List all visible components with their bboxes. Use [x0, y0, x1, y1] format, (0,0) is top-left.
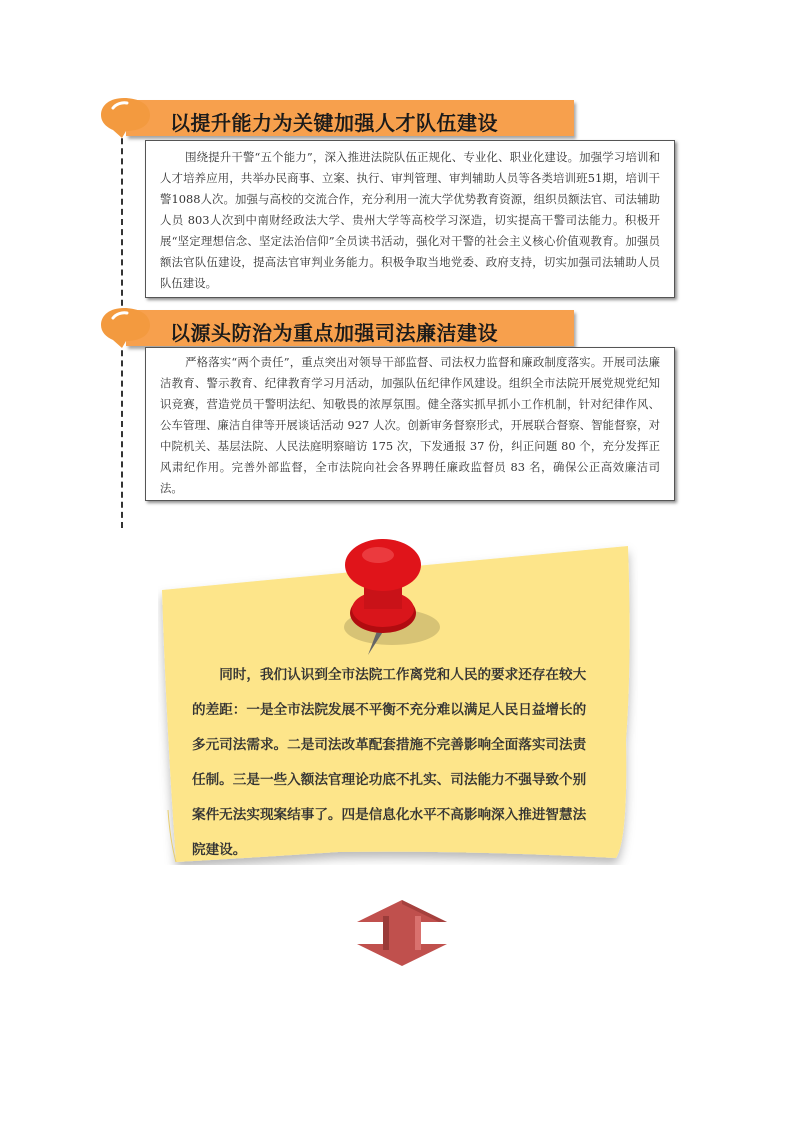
section-title: 以源头防治为重点加强司法廉洁建设 — [170, 321, 498, 345]
section-header-bar — [126, 100, 574, 136]
section-title: 以提升能力为关键加强人才队伍建设 — [170, 111, 498, 135]
pushpin-icon — [320, 535, 460, 665]
speech-bubble-icon — [98, 306, 156, 350]
section-header-talent — [98, 96, 578, 140]
speech-bubble-icon — [98, 96, 156, 140]
section-header-bar — [126, 310, 574, 346]
section-body-text: 围绕提升干警“五个能力”，深入推进法院队伍正规化、专业化、职业化建设。加强学习培训和人才培养应用，共举办民商事、立案、执行、审判管理、审判辅助人员等各类培训班51期，培训干警1088人次。加强与高校的交流合作，充分利用一流大学优势教育资源，组织员额法官、司法辅助人员 803人次到中南财经政法大学、贵州大学等高校学习深造，切实提高干警司法能力。积极开展“坚定理想信念、坚定法治信仰”全员读书活动，强化对干警的社会主义核心价值观教育。加强员额法官队伍建设，提高法官审判业务能力。积极争取当地党委、政府支持，切实加强司法辅助人员队伍建设。 — [160, 150, 660, 290]
double-arrow-icon — [347, 898, 457, 968]
section-body-text: 严格落实“两个责任”，重点突出对领导干部监督、司法权力监督和廉政制度落实。开展司法廉洁教育、警示教育、纪律教育学习月活动，加强队伍纪律作风建设。组织全市法院开展党规党纪知识竞赛，营造党员干警明法纪、知敬畏的浓厚氛围。健全落实抓早抓小工作机制，针对纪律作风、公车管理、廉洁自律等开展谈话活动 927 人次。创新审务督察形式，开展联合督察、智能督察，对中院机关、基层法院、人民法庭明察暗访 175 次，下发通报 37 份，纠正问题 80 个，充分发挥正风肃纪作用。完善外部监督，全市法院向社会各界聘任廉政监督员 83 名，确保公正高效廉洁司法。 — [160, 355, 660, 495]
section-body-box-talent — [145, 140, 675, 298]
section-body-box-integrity — [145, 347, 675, 501]
section-header-integrity — [98, 306, 578, 350]
note-text: 同时，我们认识到全市法院工作离党和人民的要求还存在较大的差距：一是全市法院发展不平衡不充分难以满足人民日益增长的多元司法需求。二是司法改革配套措施不完善影响全面落实司法责任制。三是一些入额法官理论功底不扎实、司法能力不强导致个别案件无法实现案结事了。四是信息化水平不高影响深入推进智慧法院建设。 — [192, 667, 587, 858]
